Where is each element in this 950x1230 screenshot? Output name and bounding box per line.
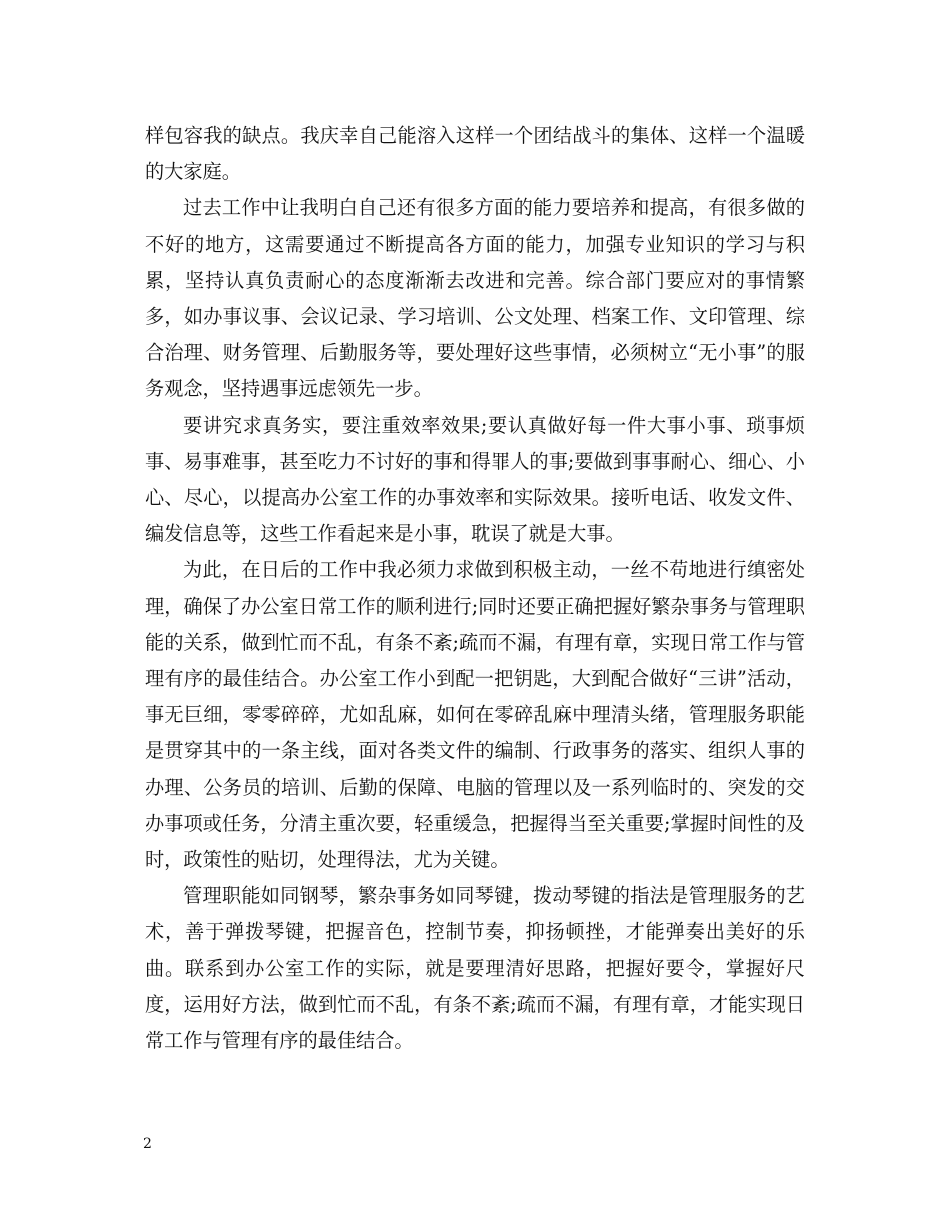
paragraph-1: 样包容我的缺点。我庆幸自己能溶入这样一个团结战斗的集体、这样一个温暖的大家庭。 (145, 124, 805, 184)
paragraph-5: 管理职能如同钢琴，繁杂事务如同琴键，拨动琴键的指法是管理服务的艺术，善于弹拨琴键，把握音色，控制节奏，抑扬顿挫，才能弹奏出美好的乐曲。联系到办公室工作的实际，就是要理清好思路，把握好要令，掌握好尺度，运用好方法，做到忙而不乱，有条不紊;疏而不漏，有理有章，才能实现日常工作与管理有序的最佳结合。 (145, 884, 805, 1053)
body-text (145, 118, 805, 1059)
page-number: 2 (143, 1136, 152, 1152)
paragraph-2: 过去工作中让我明白自己还有很多方面的能力要培养和提高，有很多做的不好的地方，这需要通过不断提高各方面的能力，加强专业知识的学习与积累，坚持认真负责耐心的态度渐渐去改进和完善。综合部门要应对的事情繁多，如办事议事、会议记录、学习培训、公文处理、档案工作、文印管理、综合治理、财务管理、后勤服务等，要处理好这些事情，必须树立“无小事”的服务观念，坚持遇事远虑领先一步。 (145, 196, 805, 401)
paragraph-3: 要讲究求真务实，要注重效率效果;要认真做好每一件大事小事、琐事烦事、易事难事，甚至吃力不讨好的事和得罪人的事;要做到事事耐心、细心、小心、尽心，以提高办公室工作的办事效率和实际效果。接听电话、收发文件、编发信息等，这些工作看起来是小事，耽误了就是大事。 (145, 413, 805, 546)
paragraph-4: 为此，在日后的工作中我必须力求做到积极主动，一丝不苟地进行缜密处理，确保了办公室日常工作的顺利进行;同时还要正确把握好繁杂事务与管理职能的关系，做到忙而不乱，有条不紊;疏而不漏，有理有章，实现日常工作与管理有序的最佳结合。办公室工作小到配一把钥匙，大到配合做好“三讲”活动，事无巨细，零零碎碎，尤如乱麻，如何在零碎乱麻中理清头绪，管理服务职能是贯穿其中的一条主线，面对各类文件的编制、行政事务的落实、组织人事的办理、公务员的培训、后勤的保障、电脑的管理以及一系列临时的、突发的交办事项或任务，分清主重次要，轻重缓急，把握得当至关重要;掌握时间性的及时，政策性的贴切，处理得法，尤为关键。 (145, 558, 805, 872)
